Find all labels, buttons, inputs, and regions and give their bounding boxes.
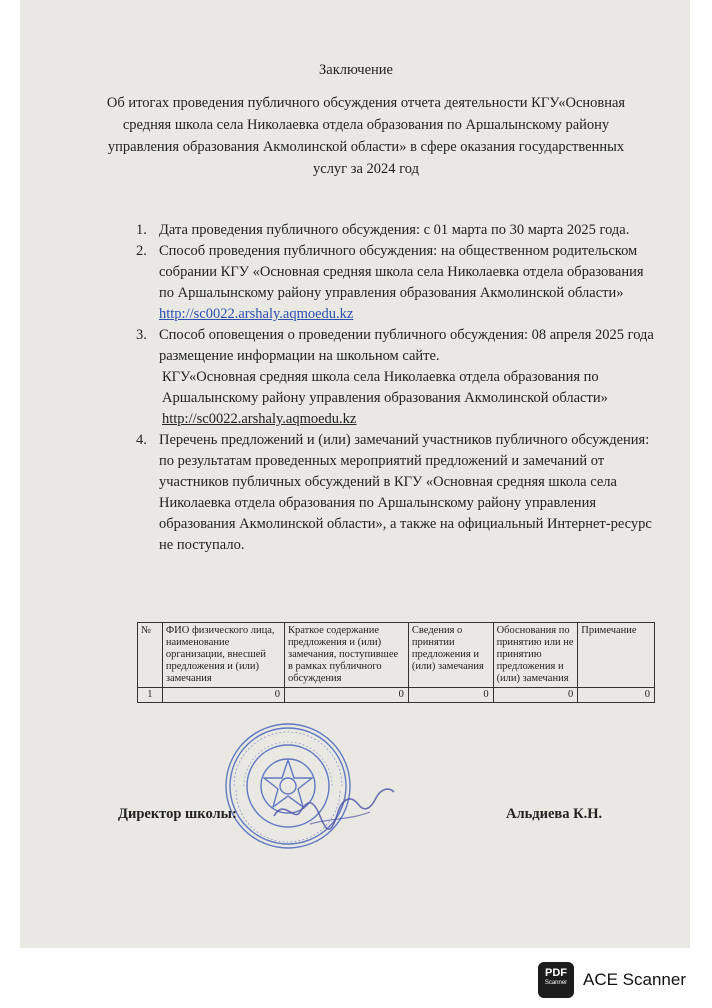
column-header: ФИО физического лица, наименование организации, внесшей предложения и (или) замечания (162, 623, 284, 688)
column-header: Примечание (578, 623, 655, 688)
table-header-row (138, 623, 655, 688)
list-item-text: Перечень предложений и (или) замечаний участников публичного обсуждения: по результатам проведенных мероприятий предложений и замечаний от участников публичных обсуждений в КГУ «Основная средняя школа села Николаевка отдела образования по Аршалынскому району управления образования Акмолинской области», а также на официальный Интернет-ресурс не поступало. (159, 432, 652, 553)
table-cell: 0 (408, 688, 493, 703)
list-item (136, 241, 656, 325)
list-item-number: 2. (136, 243, 147, 259)
table-cell: 0 (162, 688, 284, 703)
scanner-watermark (538, 962, 686, 998)
list-item (136, 430, 656, 556)
table-cell: 0 (284, 688, 408, 703)
column-header: Обоснования по принятию или не принятию предложения и (или) замечания (493, 623, 578, 688)
proposals-table (137, 622, 655, 703)
icon-label-top: PDF (545, 967, 567, 979)
brand-name: ACE Scanner (583, 970, 686, 989)
conclusion-list (136, 220, 656, 556)
table-cell: 1 (138, 688, 163, 703)
document-title: Заключение (319, 62, 393, 78)
school-website-link[interactable]: http://sc0022.arshaly.aqmoedu.kz (162, 411, 357, 427)
list-item-text: Способ оповещения о проведении публичного обсуждения: 08 апреля 2025 года размещение информации на школьном сайте. (159, 327, 654, 364)
list-item (136, 325, 656, 430)
director-label: Директор школы: (118, 806, 237, 822)
list-item (136, 220, 656, 241)
director-name: Альдиева К.Н. (506, 806, 603, 822)
column-header: Сведения о принятии предложения и (или) замечания (408, 623, 493, 688)
table-row (138, 688, 655, 703)
list-item-text: Дата проведения публичного обсуждения: с 01 марта по 30 марта 2025 года. (159, 222, 630, 238)
column-header: Краткое содержание предложения и (или) замечания, поступившее в рамках публичного обсуждения (284, 623, 408, 688)
column-header: № (138, 623, 163, 688)
school-website-link[interactable]: http://sc0022.arshaly.aqmoedu.kz (159, 306, 354, 322)
list-item-number: 1. (136, 222, 147, 238)
director-signature (270, 782, 400, 842)
document-subtitle: Об итогах проведения публичного обсуждения отчета деятельности КГУ«Основная средняя школа села Николаевка отдела образования по Аршалынскому району управления образования Акмолинской области» в сфере оказания государственных услуг за 2024 год (106, 95, 626, 177)
list-item-text: Способ проведения публичного обсуждения: на общественном родительском собрании КГУ «Основная средняя школа села Николаевка отдела образования по Аршалынскому району управления образования Акмолинской области» (159, 243, 644, 301)
list-item-number: 3. (136, 327, 147, 343)
icon-label-bottom: Scanner (544, 980, 568, 986)
list-item-number: 4. (136, 432, 147, 448)
list-item-text-continued: КГУ«Основная средняя школа села Николаевка отдела образования по Аршалынскому району управления образования Акмолинской области» (162, 369, 608, 406)
table-cell: 0 (578, 688, 655, 703)
table-cell: 0 (493, 688, 578, 703)
pdf-scanner-icon (538, 962, 574, 998)
